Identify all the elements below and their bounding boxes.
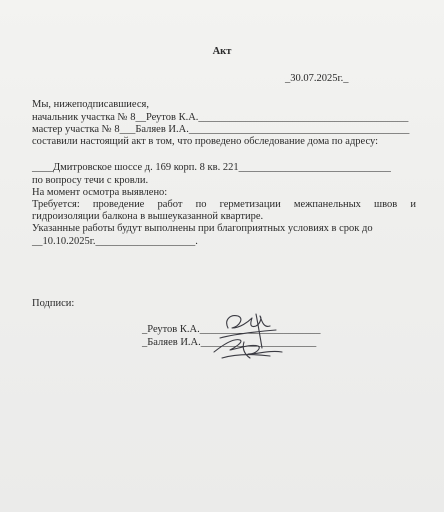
signatures-heading: Подписи: bbox=[32, 298, 75, 309]
text-line-address: ____Дмитровское шоссе д. 169 корп. 8 кв. 221_____________________________ bbox=[32, 162, 391, 173]
text-line-issue: по вопросу течи с кровли. bbox=[32, 175, 149, 186]
text-line-required-cont: гидроизоляции балкона в вышеуказанной квартире. bbox=[32, 211, 264, 222]
text-line-foreman: мастер участка № 8___Баляев И.А.__________________________________________ bbox=[32, 124, 410, 135]
signature-line-reutov: _Реутов К.А._______________________ bbox=[142, 324, 321, 335]
signature-line-balyaev: _Баляев И.А.______________________ bbox=[142, 337, 317, 348]
document-date: _30.07.2025г._ bbox=[285, 73, 349, 84]
document-title: Акт bbox=[212, 46, 232, 57]
text-line-findings: На момент осмотра выявлено: bbox=[32, 187, 168, 198]
text-line-section-head: начальник участка № 8__Реутов К.А.________________________________________ bbox=[32, 112, 409, 123]
text-line-required: Требуется: проведение работ по герметизации межпанельных швов и bbox=[32, 199, 416, 210]
text-line-deadline: Указанные работы будут выполнены при благоприятных условиях в срок до bbox=[32, 223, 373, 234]
text-line-deadline-date: __10.10.2025г.___________________. bbox=[32, 236, 198, 247]
handwritten-signature bbox=[200, 308, 290, 363]
text-line-inspection: составили настоящий акт в том, что проведено обследование дома по адресу: bbox=[32, 136, 379, 147]
text-line-signatories: Мы, нижеподписавшиеся, bbox=[32, 99, 149, 110]
